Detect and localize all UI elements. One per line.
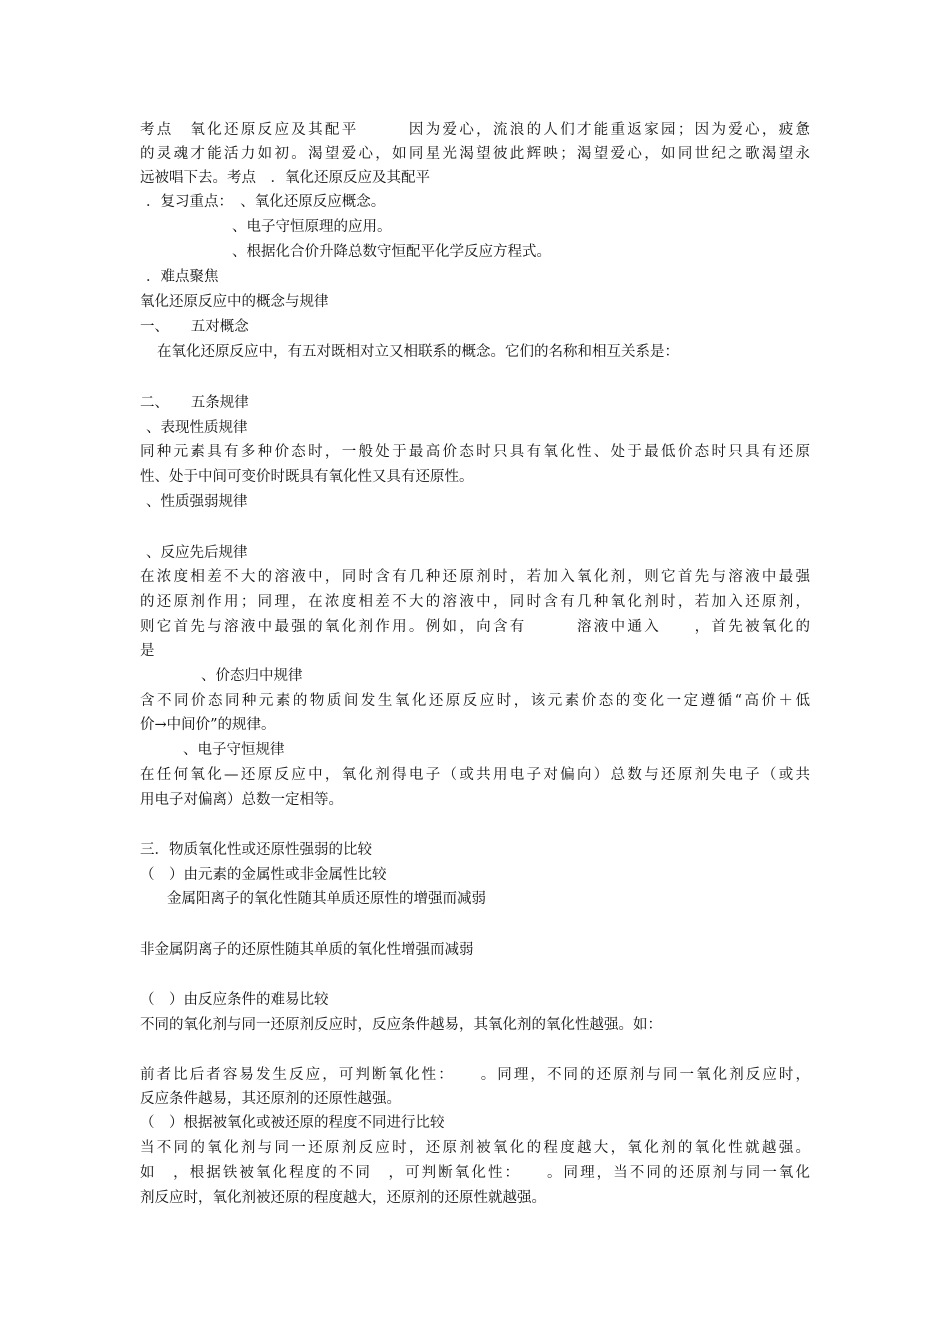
text-line: 如 ，根据铁被氧化程度的不同 ，可判断氧化性： 。同理，当不同的还原剂与同一氧化 bbox=[140, 1165, 810, 1181]
text-line: 反应条件越易，其还原剂的还原性越强。 bbox=[140, 1091, 401, 1107]
text-line: 价→中间价”的规律。 bbox=[140, 717, 276, 733]
section-heading: 二、 五条规律 bbox=[140, 395, 249, 411]
text-line: 非金属阴离子的还原性随其单质的氧化性增强而减弱 bbox=[140, 942, 474, 958]
text-line: 、反应先后规律 bbox=[146, 545, 248, 561]
text-line: 前者比后者容易发生反应，可判断氧化性： 。同理，不同的还原剂与同一氧化剂反应时， bbox=[140, 1067, 810, 1083]
text-line: 、表现性质规律 bbox=[146, 420, 248, 436]
text-line: （ ）根据被氧化或被还原的程度不同进行比较 bbox=[140, 1115, 445, 1131]
text-line: 同种元素具有多种价态时，一般处于最高价态时只具有氧化性、处于最低价态时只具有还原 bbox=[140, 444, 810, 460]
text-line: （ ）由反应条件的难易比较 bbox=[140, 992, 329, 1008]
text-line: （ ）由元素的金属性或非金属性比较 bbox=[140, 867, 387, 883]
text-line: 考点 氧化还原反应及其配平 因为爱心，流浪的人们才能重返家园；因为爱心，疲惫 bbox=[140, 122, 810, 138]
text-line: 当不同的氧化剂与同一还原剂反应时，还原剂被氧化的程度越大，氧化剂的氧化性就越强。 bbox=[140, 1140, 810, 1156]
section-heading: 三．物质氧化性或还原性强弱的比较 bbox=[140, 842, 372, 858]
text-line: 的还原剂作用；同理，在浓度相差不大的溶液中，同时含有几种氧化剂时，若加入还原剂， bbox=[140, 594, 810, 610]
text-line: 则它首先与溶液中最强的氧化剂作用。例如，向含有 溶液中通入 ，首先被氧化的 bbox=[140, 619, 810, 635]
text-line: 剂反应时，氧化剂被还原的程度越大，还原剂的还原性就越强。 bbox=[140, 1190, 546, 1206]
text-line: 是 bbox=[140, 643, 155, 659]
text-line: 金属阳离子的氧化性随其单质还原性的增强而减弱 bbox=[167, 891, 486, 907]
text-line: 在任何氧化—还原反应中，氧化剂得电子（或共用电子对偏向）总数与还原剂失电子（或共 bbox=[140, 767, 810, 783]
text-line: ．复习重点： 、氧化还原反应概念。 bbox=[146, 194, 386, 210]
text-line: 、性质强弱规律 bbox=[146, 494, 248, 510]
text-line: 在氧化还原反应中，有五对既相对立又相联系的概念。它们的名称和相互关系是： bbox=[157, 344, 679, 360]
section-heading: 一、 五对概念 bbox=[140, 319, 249, 335]
text-line: 在浓度相差不大的溶液中，同时含有几种还原剂时，若加入氧化剂，则它首先与溶液中最强 bbox=[140, 569, 810, 585]
text-line: 、电子守恒规律 bbox=[183, 742, 285, 758]
text-line: ．难点聚焦 bbox=[146, 269, 219, 285]
text-line: 、根据化合价升降总数守恒配平化学反应方程式。 bbox=[232, 244, 551, 260]
text-line: 不同的氧化剂与同一还原剂反应时，反应条件越易，其氧化剂的氧化性越强。如： bbox=[140, 1017, 662, 1033]
text-line: 、价态归中规律 bbox=[201, 668, 303, 684]
text-line: 的灵魂才能活力如初。渴望爱心，如同星光渴望彼此辉映；渴望爱心，如同世纪之歌渴望永 bbox=[140, 146, 810, 162]
text-line: 用电子对偏离）总数一定相等。 bbox=[140, 792, 343, 808]
text-line: 含不同价态同种元素的物质间发生氧化还原反应时，该元素价态的变化一定遵循“高价＋低 bbox=[140, 693, 810, 709]
text-line: 性、处于中间可变价时既具有氧化性又具有还原性。 bbox=[140, 469, 474, 485]
text-line: 远被唱下去。考点 ．氧化还原反应及其配平 bbox=[140, 170, 430, 186]
text-line: 、电子守恒原理的应用。 bbox=[232, 219, 392, 235]
section-heading: 氧化还原反应中的概念与规律 bbox=[140, 294, 329, 310]
